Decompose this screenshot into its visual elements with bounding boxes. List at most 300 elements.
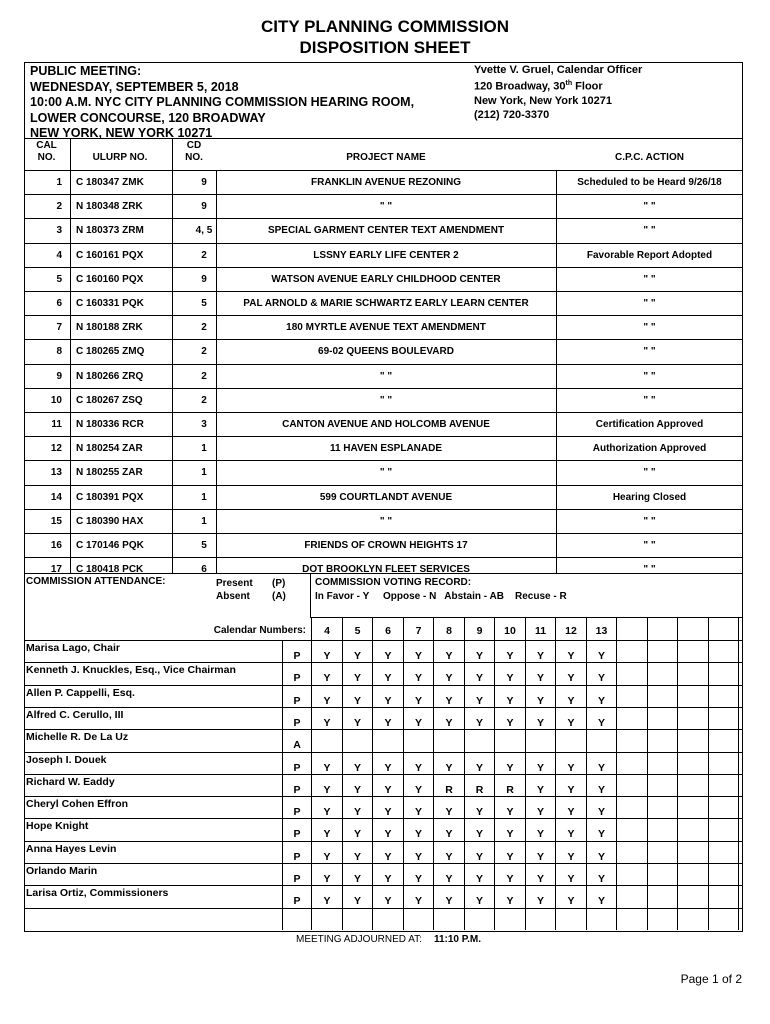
member-vote: Y (597, 717, 605, 729)
member-attendance: A (293, 739, 301, 751)
member-vote: Y (597, 806, 605, 818)
meeting-line: LOWER CONCOURSE, 120 BROADWAY (30, 110, 266, 125)
member-vote: Y (353, 784, 361, 796)
member-vote: Y (384, 672, 392, 684)
calendar-numbers-label: Calendar Numbers: (213, 625, 306, 636)
cd-number: 6 (201, 564, 207, 575)
member-attendance: P (293, 695, 301, 707)
member-vote: Y (384, 828, 392, 840)
member-vote: Y (384, 784, 392, 796)
meeting-adjourned (296, 934, 481, 945)
cpc-action: Authorization Approved (592, 443, 707, 454)
voting-divider (310, 573, 311, 617)
col-header-ulurp: ULURP NO. (92, 152, 148, 163)
member-row-divider (24, 796, 743, 797)
project-name: 69-02 QUEENS BOULEVARD (318, 346, 454, 357)
project-name: " " (379, 516, 393, 527)
member-vote: Y (597, 873, 605, 885)
member-vote: Y (567, 695, 575, 707)
member-name: Anna Hayes Levin (26, 843, 117, 855)
member-vote: Y (536, 762, 544, 774)
officer-address (474, 77, 642, 94)
member-vote: Y (384, 717, 392, 729)
member-vote: Y (506, 650, 514, 662)
page-number: Page 1 of 2 (680, 972, 742, 986)
member-vote: Y (506, 717, 514, 729)
cd-number: 2 (201, 346, 207, 357)
member-vote: Y (597, 784, 605, 796)
member-vote: Y (353, 672, 361, 684)
member-name: Allen P. Cappelli, Esq. (26, 687, 135, 699)
cal-number: 9 (56, 371, 62, 382)
member-row-divider (24, 707, 743, 708)
project-name: LSSNY EARLY LIFE CENTER 2 (313, 250, 459, 261)
member-vote: Y (384, 806, 392, 818)
member-vote: Y (536, 672, 544, 684)
member-row-divider (24, 729, 743, 730)
member-vote: Y (536, 717, 544, 729)
officer-address-floor: Floor (572, 80, 603, 93)
cal-number: 3 (56, 225, 62, 236)
row-divider (24, 291, 743, 292)
member-vote: Y (567, 806, 575, 818)
member-vote: Y (536, 828, 544, 840)
member-vote: Y (323, 873, 331, 885)
cal-number: 10 (50, 395, 62, 406)
cd-number: 9 (201, 274, 207, 285)
cpc-action: " " (643, 516, 656, 527)
member-vote: Y (323, 672, 331, 684)
row-divider (24, 364, 743, 365)
ulurp-number: N 180373 ZRM (76, 225, 144, 236)
cal-number: 5 (56, 274, 62, 285)
member-vote: Y (475, 672, 483, 684)
row-divider (24, 412, 743, 413)
meeting-line: WEDNESDAY, SEPTEMBER 5, 2018 (30, 79, 239, 94)
row-divider (24, 485, 743, 486)
member-vote: Y (353, 873, 361, 885)
member-vote: Y (475, 695, 483, 707)
meeting-line: PUBLIC MEETING: (30, 64, 142, 78)
member-vote: Y (353, 895, 361, 907)
row-divider (24, 557, 743, 558)
project-name: " " (379, 395, 393, 406)
member-vote: Y (414, 672, 422, 684)
member-vote: Y (567, 650, 575, 662)
member-vote: Y (506, 873, 514, 885)
member-vote: Y (567, 784, 575, 796)
member-vote: Y (536, 784, 544, 796)
member-vote: Y (353, 717, 361, 729)
member-vote: Y (597, 695, 605, 707)
cd-number: 9 (201, 201, 207, 212)
cpc-action: " " (643, 201, 656, 212)
member-vote: Y (506, 851, 514, 863)
member-name: Hope Knight (26, 820, 89, 832)
calendar-number-header: 6 (385, 625, 391, 637)
cd-number: 1 (201, 516, 207, 527)
cd-number: 1 (201, 492, 207, 503)
col-header-cd-line1: CD (186, 140, 202, 151)
cal-number: 17 (50, 564, 62, 575)
member-vote: Y (353, 828, 361, 840)
member-vote: Y (445, 895, 453, 907)
calendar-number-header: 11 (534, 625, 547, 637)
cpc-action: " " (643, 564, 656, 575)
project-name: DOT BROOKLYN FLEET SERVICES (302, 564, 470, 575)
project-name: 599 COURTLANDT AVENUE (319, 492, 453, 503)
member-vote: Y (445, 650, 453, 662)
member-vote: Y (597, 650, 605, 662)
cal-number: 8 (56, 346, 62, 357)
member-vote: Y (445, 762, 453, 774)
col-header-cal-line2: NO. (37, 152, 56, 163)
cpc-action: Favorable Report Adopted (586, 250, 713, 261)
member-vote: Y (414, 873, 422, 885)
member-vote: Y (506, 695, 514, 707)
row-divider (24, 218, 743, 219)
ulurp-number: N 180254 ZAR (76, 443, 143, 454)
member-name: Richard W. Eaddy (26, 776, 115, 788)
member-row-divider (24, 662, 743, 663)
ulurp-number: C 180390 HAX (76, 516, 144, 527)
adjourned-time: 11:10 P.M. (433, 934, 482, 945)
meeting-line: 10:00 A.M. NYC CITY PLANNING COMMISSION HEARING ROOM, (30, 95, 415, 109)
row-divider (24, 388, 743, 389)
calendar-officer-info (474, 63, 642, 122)
member-vote: Y (384, 873, 392, 885)
member-name: Alfred C. Cerullo, III (26, 709, 124, 721)
member-attendance: P (293, 762, 301, 774)
calendar-number-header: 7 (415, 625, 422, 637)
officer-name: Yvette V. Gruel, Calendar Officer (474, 64, 643, 76)
project-name: WATSON AVENUE EARLY CHILDHOOD CENTER (271, 274, 501, 285)
cd-number: 2 (201, 371, 207, 382)
calendar-number-header: 5 (354, 625, 361, 637)
member-vote: Y (353, 762, 361, 774)
ulurp-number: C 160160 PQX (76, 274, 144, 285)
column-divider (556, 170, 557, 573)
member-vote: Y (567, 851, 575, 863)
member-row-divider (24, 685, 743, 686)
member-vote: Y (597, 828, 605, 840)
cpc-action: " " (643, 274, 656, 285)
member-vote: Y (384, 851, 392, 863)
member-vote: Y (445, 828, 453, 840)
member-vote: Y (506, 828, 514, 840)
member-vote: Y (536, 851, 544, 863)
member-vote: Y (536, 650, 544, 662)
cal-number: 13 (50, 467, 62, 478)
title-line-1: CITY PLANNING COMMISSION (260, 17, 510, 36)
member-vote: Y (506, 762, 514, 774)
member-vote: Y (597, 851, 605, 863)
cal-number: 6 (56, 298, 62, 309)
header-divider (24, 138, 743, 139)
cd-number: 3 (201, 419, 207, 430)
project-name: PAL ARNOLD & MARIE SCHWARTZ EARLY LEARN CENTER (243, 298, 529, 309)
col-header-cal (24, 140, 69, 164)
cd-number: 1 (201, 443, 207, 454)
member-row-divider (24, 818, 743, 819)
meeting-line: NEW YORK, NEW YORK 10271 (30, 126, 213, 140)
cd-number: 2 (201, 322, 207, 333)
cd-number: 5 (201, 298, 207, 309)
member-name: Cheryl Cohen Effron (26, 798, 129, 810)
calendar-number-header: 10 (504, 625, 516, 637)
ulurp-number: C 170146 PQK (76, 540, 144, 551)
present-code: (P) (272, 578, 286, 589)
col-header-cal-line1: CAL (36, 140, 57, 151)
row-divider (24, 170, 743, 171)
cal-number: 7 (56, 322, 62, 333)
member-vote: Y (445, 672, 453, 684)
member-vote: Y (536, 806, 544, 818)
member-vote: Y (567, 717, 575, 729)
voting-title: COMMISSION VOTING RECORD: (315, 577, 472, 588)
ulurp-number: C 180267 ZSQ (76, 395, 143, 406)
member-vote: Y (384, 650, 392, 662)
member-attendance: P (293, 717, 301, 729)
cd-number: 2 (201, 395, 207, 406)
member-vote: Y (445, 806, 453, 818)
member-vote: Y (414, 895, 422, 907)
cpc-action: Scheduled to be Heard 9/26/18 (577, 177, 722, 188)
calendar-number-header: 12 (565, 625, 577, 637)
row-divider (24, 267, 743, 268)
officer-city: New York, New York 10271 (474, 94, 612, 107)
cpc-action: " " (643, 395, 656, 406)
member-vote: Y (384, 762, 392, 774)
member-vote: Y (323, 806, 331, 818)
member-vote: Y (414, 762, 422, 774)
absent-code: (A) (272, 591, 286, 602)
cpc-action: " " (643, 322, 656, 333)
member-vote: Y (536, 895, 544, 907)
member-vote: Y (414, 650, 422, 662)
member-vote: Y (323, 851, 331, 863)
member-attendance: P (293, 851, 301, 863)
member-vote: Y (475, 873, 483, 885)
cpc-action: " " (643, 298, 656, 309)
cd-number: 1 (201, 467, 207, 478)
member-vote: Y (353, 695, 361, 707)
project-name: FRIENDS OF CROWN HEIGHTS 17 (304, 540, 468, 551)
cd-number: 4, 5 (195, 225, 213, 236)
member-vote: Y (353, 650, 361, 662)
cal-number: 4 (56, 250, 62, 261)
cpc-action: " " (643, 225, 656, 236)
col-header-cd (172, 140, 216, 164)
project-name: CANTON AVENUE AND HOLCOMB AVENUE (282, 419, 490, 430)
member-vote: Y (475, 851, 483, 863)
member-vote: Y (567, 873, 575, 885)
member-vote: Y (323, 762, 331, 774)
member-vote: Y (353, 851, 361, 863)
voting-legend: In Favor - Y Oppose - N Abstain - AB Recuse - R (315, 591, 567, 602)
ulurp-number: N 180255 ZAR (76, 467, 143, 478)
member-vote: Y (323, 717, 331, 729)
member-name: Larisa Ortiz, Commissioners (26, 887, 169, 899)
ulurp-number: C 180418 PCK (76, 564, 144, 575)
member-vote: Y (475, 828, 483, 840)
member-attendance: P (293, 806, 301, 818)
member-vote: Y (536, 873, 544, 885)
member-row-divider (24, 908, 743, 909)
member-row-divider (24, 752, 743, 753)
meeting-info (30, 64, 414, 142)
member-vote: Y (414, 828, 422, 840)
cal-number: 15 (50, 516, 62, 527)
col-header-project: PROJECT NAME (346, 152, 426, 163)
ulurp-number: C 180265 ZMQ (76, 346, 145, 357)
member-attendance: P (293, 650, 301, 662)
col-header-cd-line2: NO. (185, 152, 203, 163)
member-vote: Y (536, 695, 544, 707)
member-vote: Y (414, 717, 422, 729)
voting-header-line (310, 617, 743, 618)
member-vote: Y (597, 762, 605, 774)
attendance-label: COMMISSION ATTENDANCE: (26, 576, 166, 587)
member-vote: Y (445, 695, 453, 707)
cd-number: 9 (201, 177, 207, 188)
project-name: " " (379, 371, 393, 382)
column-divider (172, 138, 173, 573)
officer-phone: (212) 720-3370 (474, 108, 550, 121)
member-vote: Y (323, 895, 331, 907)
member-vote: Y (475, 650, 483, 662)
project-name: " " (379, 201, 393, 212)
member-vote: R (506, 784, 514, 796)
row-divider (24, 243, 743, 244)
member-name: Kenneth J. Knuckles, Esq., Vice Chairman (26, 664, 236, 676)
member-name: Marisa Lago, Chair (26, 642, 120, 654)
member-vote: Y (323, 828, 331, 840)
cal-number: 1 (56, 177, 62, 188)
calendar-number-header: 9 (476, 625, 483, 637)
calendar-number-header: 4 (324, 625, 330, 637)
cd-number: 2 (201, 250, 207, 261)
member-vote: Y (353, 806, 361, 818)
cpc-action: " " (643, 467, 656, 478)
member-vote: Y (567, 762, 575, 774)
member-vote: Y (597, 672, 605, 684)
column-divider (70, 138, 71, 573)
row-divider (24, 339, 743, 340)
ulurp-number: N 180188 ZRK (76, 322, 143, 333)
member-header-line (24, 640, 743, 641)
present-label: Present (216, 578, 253, 589)
row-divider (24, 509, 743, 510)
member-vote: Y (506, 806, 514, 818)
row-divider (24, 436, 743, 437)
row-divider (24, 460, 743, 461)
project-name: " " (379, 467, 393, 478)
member-vote: Y (445, 873, 453, 885)
cal-number: 16 (50, 540, 62, 551)
member-vote: Y (445, 851, 453, 863)
member-vote: Y (506, 672, 514, 684)
member-vote: Y (414, 695, 422, 707)
cal-number: 12 (50, 443, 62, 454)
adjourned-label: MEETING ADJOURNED AT: (296, 934, 422, 945)
member-vote: Y (475, 717, 483, 729)
cpc-action: " " (643, 346, 656, 357)
member-name: Orlando Marin (26, 865, 98, 877)
cal-number: 14 (50, 492, 62, 503)
col-header-action: C.P.C. ACTION (615, 152, 684, 163)
column-divider (216, 170, 217, 573)
member-vote: Y (567, 895, 575, 907)
cpc-action: Certification Approved (595, 419, 704, 430)
cpc-action: " " (643, 371, 656, 382)
cal-number: 2 (56, 201, 62, 212)
member-vote: Y (567, 672, 575, 684)
member-vote: Y (506, 895, 514, 907)
member-vote: Y (323, 650, 331, 662)
ulurp-number: N 180336 RCR (76, 419, 144, 430)
member-attendance: P (293, 784, 301, 796)
ulurp-number: C 160331 PQK (76, 298, 144, 309)
member-attendance: P (293, 873, 301, 885)
member-vote: Y (414, 851, 422, 863)
absent-label: Absent (216, 591, 250, 602)
ulurp-number: N 180266 ZRQ (76, 371, 144, 382)
member-vote: R (445, 784, 453, 796)
document-title (0, 16, 770, 58)
ulurp-number: C 180391 PQX (76, 492, 144, 503)
officer-address-street: 120 Broadway, 30 (474, 80, 566, 93)
ulurp-number: C 180347 ZMK (76, 177, 144, 188)
member-vote: Y (475, 806, 483, 818)
ulurp-number: N 180348 ZRK (76, 201, 143, 212)
ulurp-number: C 160161 PQX (76, 250, 144, 261)
member-vote: R (475, 784, 484, 796)
member-vote: Y (323, 695, 331, 707)
cpc-action: " " (643, 540, 656, 551)
member-vote: Y (414, 784, 422, 796)
member-vote: Y (445, 717, 453, 729)
member-vote: Y (475, 762, 483, 774)
member-attendance: P (293, 672, 301, 684)
member-row-divider (24, 863, 743, 864)
member-row-divider (24, 885, 743, 886)
project-name: 11 HAVEN ESPLANADE (329, 443, 443, 454)
row-divider (24, 194, 743, 195)
member-name: Michelle R. De La Uz (26, 731, 129, 743)
project-name: SPECIAL GARMENT CENTER TEXT AMENDMENT (267, 225, 505, 236)
member-vote: Y (567, 828, 575, 840)
project-name: 180 MYRTLE AVENUE TEXT AMENDMENT (286, 322, 486, 333)
member-attendance: P (293, 828, 301, 840)
member-vote: Y (384, 895, 392, 907)
member-attendance: P (293, 895, 301, 907)
member-vote: Y (475, 895, 483, 907)
cpc-action: Hearing Closed (612, 492, 687, 503)
member-name: Joseph I. Douek (26, 754, 107, 766)
member-row-divider (24, 841, 743, 842)
row-divider (24, 533, 743, 534)
cd-number: 5 (201, 540, 207, 551)
member-vote: Y (414, 806, 422, 818)
project-name: FRANKLIN AVENUE REZONING (311, 177, 461, 188)
calendar-number-header: 8 (446, 625, 452, 637)
member-vote: Y (597, 895, 605, 907)
officer-address-sup: th (565, 80, 573, 87)
row-divider (24, 315, 743, 316)
member-vote: Y (384, 695, 392, 707)
member-row-divider (24, 774, 743, 775)
